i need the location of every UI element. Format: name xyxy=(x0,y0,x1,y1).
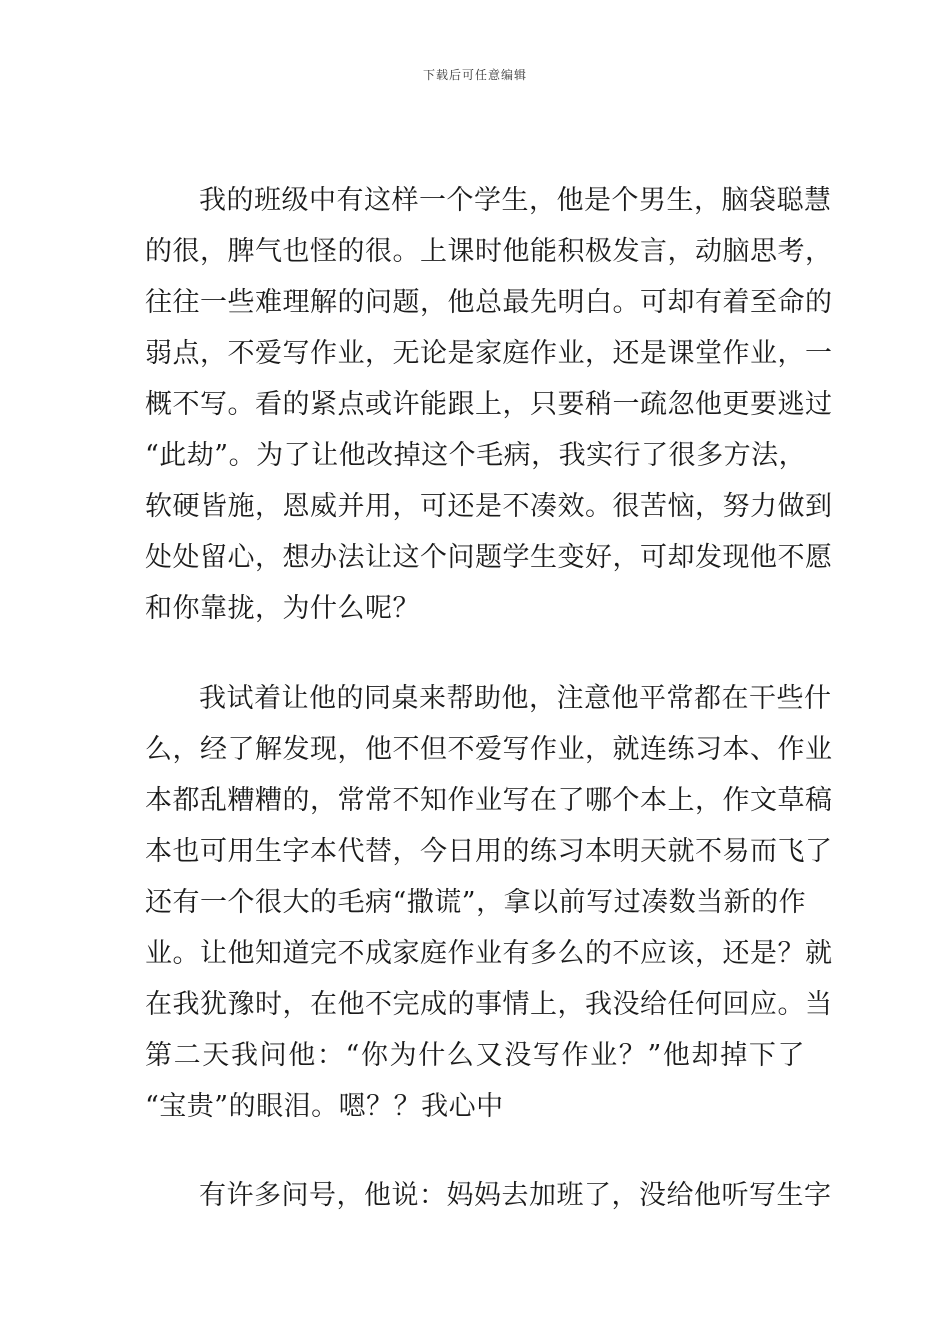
text-line: 业。让他知道完不成家庭作业有多么的不应该，还是？就 xyxy=(145,938,833,969)
text-line: 第二天我问他：“你为什么又没写作业？”他却掉下了 xyxy=(145,1040,805,1071)
paragraph-1 xyxy=(145,175,833,634)
text-line: 在我犹豫时，在他不完成的事情上，我没给任何回应。当 xyxy=(145,989,833,1020)
paragraph-2 xyxy=(145,673,833,1132)
page-header-note: 下载后可任意编辑 xyxy=(422,68,527,82)
text-line: “宝贵”的眼泪。嗯？？我心中 xyxy=(145,1091,504,1122)
text-line: 概不写。看的紧点或许能跟上，只要稍一疏忽他更要逃过 xyxy=(145,389,833,420)
text-line: 本都乱糟糟的，常常不知作业写在了哪个本上，作文草稿 xyxy=(145,785,833,816)
text-line: 和你靠拢，为什么呢？ xyxy=(145,593,420,624)
paragraph-3 xyxy=(145,1170,832,1221)
text-line: 软硬皆施，恩威并用，可还是不凑效。很苦恼，努力做到 xyxy=(145,491,833,522)
text-line: 么，经了解发现，他不但不爱写作业，就连练习本、作业 xyxy=(145,734,833,765)
text-line: 处处留心，想办法让这个问题学生变好，可却发现他不愿 xyxy=(145,542,833,573)
text-line: 我的班级中有这样一个学生，他是个男生，脑袋聪慧 xyxy=(199,185,832,216)
text-line: “此劫”。为了让他改掉这个毛病，我实行了很多方法， xyxy=(145,440,807,471)
text-line: 往往一些难理解的问题，他总最先明白。可却有着至命的 xyxy=(145,287,833,318)
text-line: 有许多问号，他说：妈妈去加班了，没给他听写生字 xyxy=(199,1180,832,1211)
text-line: 还有一个很大的毛病“撒谎”，拿以前写过凑数当新的作 xyxy=(145,887,807,918)
text-line: 本也可用生字本代替，今日用的练习本明天就不易而飞了 xyxy=(145,836,833,867)
text-line: 弱点，不爱写作业，无论是家庭作业，还是课堂作业，一 xyxy=(145,338,833,369)
text-line: 的很，脾气也怪的很。上课时他能积极发言，动脑思考， xyxy=(145,236,833,267)
text-line: 我试着让他的同桌来帮助他，注意他平常都在干些什 xyxy=(199,683,832,714)
